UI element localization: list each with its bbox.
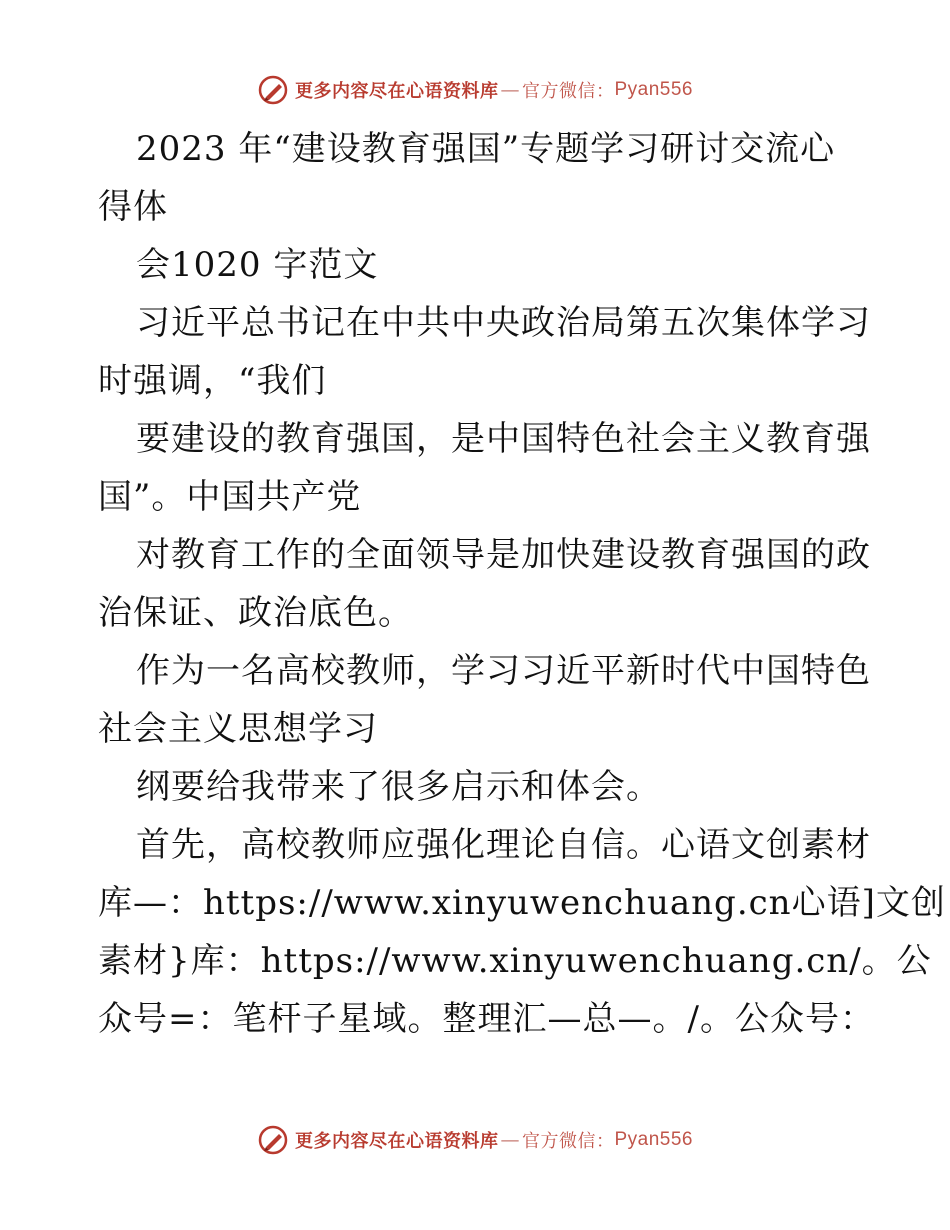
wechat-label: 官方微信：: [521, 1131, 615, 1152]
paragraph-line: 国”。中国共产党: [98, 477, 362, 517]
banner-dash: —: [500, 1129, 520, 1151]
paragraph-line: 库—：https://www.xinyuwenchuang.cn心语]文创: [98, 883, 946, 923]
pen-circle-logo-icon: [257, 74, 289, 106]
wechat-id: Pyan556: [614, 1129, 693, 1150]
wechat-id: Pyan556: [614, 79, 693, 100]
paragraph-line: 众号=：笔杆子星域。整理汇—总—。/。公众号：: [98, 999, 875, 1039]
pen-circle-logo-icon: [257, 1124, 289, 1156]
paragraph-line: 纲要给我带来了很多启示和体会。: [136, 767, 661, 807]
brand-text: 更多内容尽在心语资料库: [294, 1131, 499, 1152]
paragraph-line: 治保证、政治底色。: [98, 593, 413, 633]
paragraph-line: 作为一名高校教师，学习习近平新时代中国特色: [136, 651, 871, 691]
paragraph-line: 时强调，“我们: [98, 361, 327, 401]
paragraph-line: 首先，高校教师应强化理论自信。心语文创素材: [136, 825, 871, 865]
footer-watermark-banner: [0, 1120, 950, 1160]
brand-text: 更多内容尽在心语资料库: [294, 81, 499, 102]
title-line-2: 得体: [98, 187, 168, 227]
paragraph-line: 习近平总书记在中共中央政治局第五次集体学习: [136, 303, 871, 343]
paragraph-line: 对教育工作的全面领导是加快建设教育强国的政: [136, 535, 871, 575]
title-line-1: 2023 年“建设教育强国”专题学习研讨交流心: [136, 129, 836, 169]
document-body: [98, 120, 946, 1048]
wechat-label: 官方微信：: [521, 81, 615, 102]
header-watermark-banner: [0, 70, 950, 110]
paragraph-line: 素材}库：https://www.xinyuwenchuang.cn/。公: [98, 941, 932, 981]
paragraph-line: 社会主义思想学习: [98, 709, 378, 749]
banner-dash: —: [500, 79, 520, 101]
title-line-3: 会1020 字范文: [136, 245, 379, 285]
paragraph-line: 要建设的教育强国，是中国特色社会主义教育强: [136, 419, 871, 459]
